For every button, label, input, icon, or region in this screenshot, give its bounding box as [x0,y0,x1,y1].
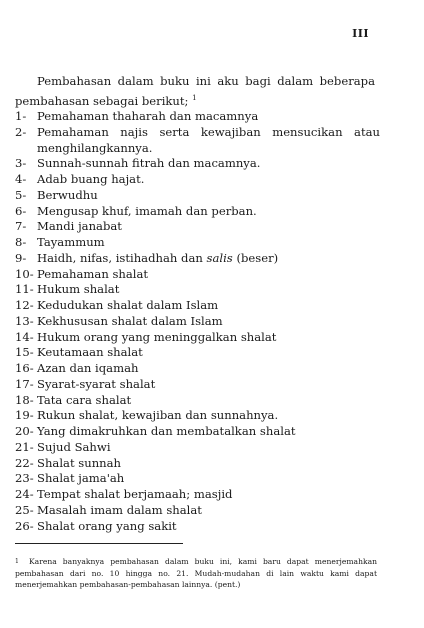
topic-text-main: Kedudukan shalat dalam Islam [37,298,219,312]
topic-text [37,235,380,251]
topic-number: 20- [15,424,34,438]
topic-text-main: Pemahaman thaharah dan macamnya [37,109,259,123]
topic-text-main: Mengusap khuf, imamah dan perban. [37,203,257,218]
topic-number: 9- [15,250,27,265]
topic-number: 14- [15,329,34,344]
topic-list [15,109,380,534]
topic-text-main: Sunnah-sunnah fitrah dan macamnya. [37,156,261,171]
topic-text-main: Tata cara shalat [37,392,132,407]
topic-item [15,219,380,235]
topic-item [15,471,380,487]
topic-text-main: Adab buang hajat. [37,172,145,186]
footnote-mark: 1 [15,558,19,565]
topic-number: 17- [15,376,34,391]
topic-text-main: Kekhususan shalat dalam Islam [37,313,223,328]
topic-text-main: Mandi janabat [37,219,122,234]
topic-item [15,440,380,456]
topic-text [37,471,380,487]
footnote-divider [15,543,183,544]
topic-text-main: Tempat shalat berjamaah; masjid [37,487,233,501]
topic-number: 26- [15,518,34,533]
topic-text [37,219,380,235]
topic-text [37,361,380,377]
topic-number: 2- [15,124,27,139]
intro-text: Pembahasan dalam buku ini aku bagi dalam beberapa pembahasan sebagai berikut; [15,74,375,108]
topic-item [15,156,380,172]
topic-text-main: Tayammum [37,235,105,249]
topic-number: 24- [15,487,34,501]
topic-text [37,377,380,393]
footnote-reference: 1 [192,94,197,102]
topic-text-main: Rukun shalat, kewajiban dan sunnahnya. [37,408,279,423]
topic-text-main: Shalat jama'ah [37,471,125,486]
topic-text-main: Keutamaan shalat [37,345,143,360]
topic-item [15,330,380,346]
topic-item [15,361,380,377]
topic-item [15,298,380,314]
topic-number: 19- [15,408,34,423]
topic-item [15,424,380,440]
topic-text [37,109,380,125]
topic-text-main: Masalah imam dalam shalat [37,502,202,517]
topic-item [15,267,380,283]
topic-text [37,487,380,503]
topic-text [37,519,380,535]
topic-number: 4- [15,172,27,186]
topic-number: 8- [15,235,27,249]
topic-item [15,456,380,472]
topic-number: 18- [15,392,34,407]
topic-text-main: Pemahaman shalat [37,266,149,281]
topic-item [15,519,380,535]
topic-text [37,440,380,456]
topic-text-tail: (beser) [232,250,279,265]
topic-text [37,330,380,346]
topic-number: 15- [15,345,34,360]
topic-item [15,188,380,204]
topic-item [15,408,380,424]
topic-text [37,125,380,157]
topic-number: 12- [15,298,34,312]
topic-text [37,424,380,440]
topic-text-italic: salis [206,250,233,265]
topic-number: 10- [15,266,34,281]
topic-text-main: Hukum orang yang meninggalkan shalat [37,329,277,344]
topic-text-main: Berwudhu [37,187,98,202]
topic-number: 21- [15,439,34,454]
topic-text [37,282,380,298]
topic-item [15,109,380,125]
topic-text [37,456,380,472]
topic-text [37,298,380,314]
topic-text-main: Pemahaman najis serta kewajiban mensucikan atau menghilangkannya. [37,124,380,155]
topic-text-main: Sujud Sahwi [37,439,111,454]
topic-number: 7- [15,219,27,234]
topic-item [15,345,380,361]
topic-text [37,267,380,283]
topic-number: 22- [15,455,34,470]
topic-item [15,282,380,298]
topic-number: 5- [15,187,27,202]
topic-number: 1- [15,109,27,123]
topic-item [15,393,380,409]
topic-number: 16- [15,361,34,375]
topic-item [15,314,380,330]
topic-text-main: Azan dan iqamah [37,361,139,375]
topic-item [15,251,380,267]
topic-text [37,188,380,204]
topic-text [37,314,380,330]
topic-text [37,503,380,519]
topic-number: 11- [15,282,34,297]
topic-item [15,235,380,251]
page-number: III [352,27,369,40]
topic-text-main: Shalat orang yang sakit [37,518,177,533]
topic-text-main: Hukum shalat [37,282,120,297]
topic-item [15,172,380,188]
topic-text [37,408,380,424]
topic-text-main: Shalat sunnah [37,455,122,470]
topic-number: 6- [15,203,27,218]
topic-text-main: Yang dimakruhkan dan membatalkan shalat [37,424,296,438]
topic-item [15,204,380,220]
topic-item [15,125,380,157]
topic-number: 3- [15,156,27,171]
topic-text-main: Syarat-syarat shalat [37,376,156,391]
footnote [15,556,377,591]
topic-text [37,204,380,220]
topic-text [37,156,380,172]
topic-item [15,487,380,503]
topic-text [37,345,380,361]
footnote-text: Karena banyaknya pembahasan dalam buku ini, kami baru dapat menerjemahkan pembahasan dari no. 10 hingga no. 21. Mudah-mudahan di lain waktu kami dapat menerjemahkan pembahasan-pembahasan lainnya. (pent.) [15,557,377,589]
topic-number: 13- [15,313,34,328]
topic-item [15,503,380,519]
topic-text [37,393,380,409]
topic-number: 25- [15,502,34,517]
topic-text [37,172,380,188]
topic-text-main: Haidh, nifas, istihadhah dan [37,250,207,265]
topic-number: 23- [15,471,34,486]
topic-item [15,377,380,393]
intro-paragraph [15,73,375,110]
topic-text [37,251,380,267]
